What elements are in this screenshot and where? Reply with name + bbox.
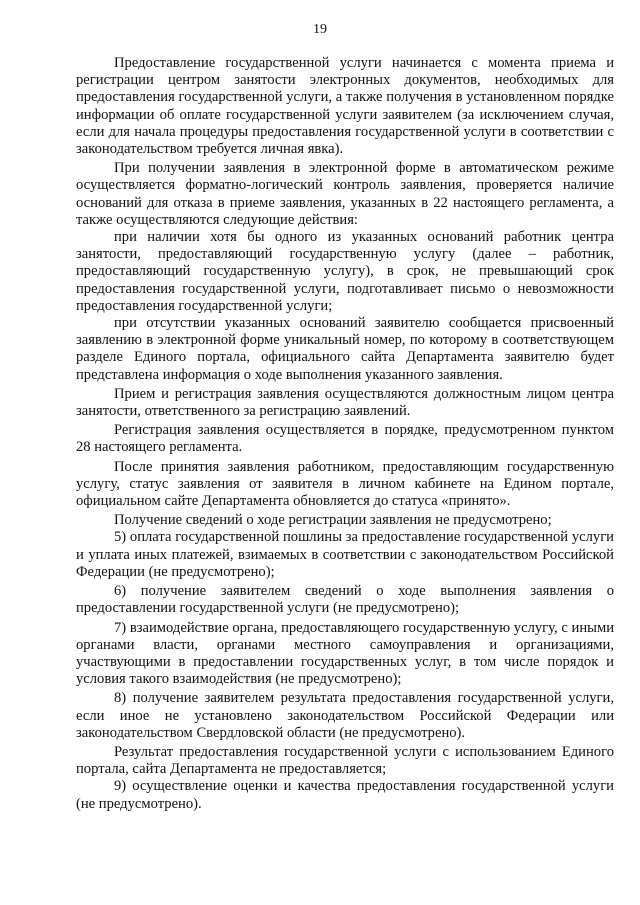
paragraph: После принятия заявления работником, предоставляющим государственную услугу, статус заявления от заявителя в личном кабинете на Едином портале, официальном сайте Департамента обновляется до статуса «принято».	[76, 458, 614, 510]
document-body	[76, 55, 614, 815]
paragraph: Результат предоставления государственной услуги с использованием Единого портала, сайта Департамента не предоставляется;	[76, 743, 614, 778]
paragraph: 6) получение заявителем сведений о ходе выполнения заявления о предоставлении государственной услуги (не предусмотрено);	[76, 583, 614, 617]
paragraph: Получение сведений о ходе регистрации заявления не предусмотрено;	[114, 512, 552, 529]
paragraph: Регистрация заявления осуществляется в порядке, предусмотренном пунктом 28 настоящего регламента.	[76, 422, 614, 456]
paragraph: при отсутствии указанных оснований заявителю сообщается присвоенный заявлению в электронной форме уникальный номер, по которому в соответствующем разделе Единого портала, официального сайта Департамента заявителю будет представлена информация о ходе выполнения указанного заявления.	[76, 315, 614, 383]
paragraph: 8) получение заявителем результата предоставления государственной услуги, если иное не установлено законодательством Российской Федерации или законодательством Свердловской области (не предусмотрено).	[76, 690, 614, 741]
page-number: 19	[313, 22, 327, 37]
paragraph: при наличии хотя бы одного из указанных оснований работник центра занятости, предоставляющий государственную услугу (далее – работник, предоставляющий государственную услугу), в срок, не превышающий срок предоставления государственной услуги, подготавливает письмо о невозможности предоставления государственной услуги;	[76, 229, 614, 314]
paragraph: При получении заявления в электронной форме в автоматическом режиме осуществляется форматно-логический контроль заявления, проверяется наличие оснований для отказа в приеме заявления, указанных в 22 настоящего регламента, а также осуществляются следующие действия:	[76, 160, 614, 228]
paragraph: 9) осуществление оценки и качества предоставления государственной услуги (не предусмотрено).	[76, 778, 614, 812]
paragraph: 5) оплата государственной пошлины за предоставление государственной услуги и уплата иных платежей, взимаемых в соответствии с законодательством Российской Федерации (не предусмотрено);	[76, 529, 614, 580]
paragraph: Предоставление государственной услуги начинается с момента приема и регистрации центром занятости электронных документов, необходимых для предоставления государственной услуги, а также получения в установленном порядке информации об оплате государственной услуги заявителем (за исключением случая, если для начала процедуры предоставления государственной услуги в соответствии с законодательством требуется личная явка).	[76, 55, 614, 158]
paragraph: 7) взаимодействие органа, предоставляющего государственную услугу, с иными органами власти, органами местного самоуправления и организациями, участвующими в предоставлении государственных услуг, в том числе порядок и условия такого взаимодействия (не предусмотрено);	[76, 619, 614, 688]
paragraph: Прием и регистрация заявления осуществляются должностным лицом центра занятости, ответственного за регистрацию заявлений.	[76, 385, 614, 420]
